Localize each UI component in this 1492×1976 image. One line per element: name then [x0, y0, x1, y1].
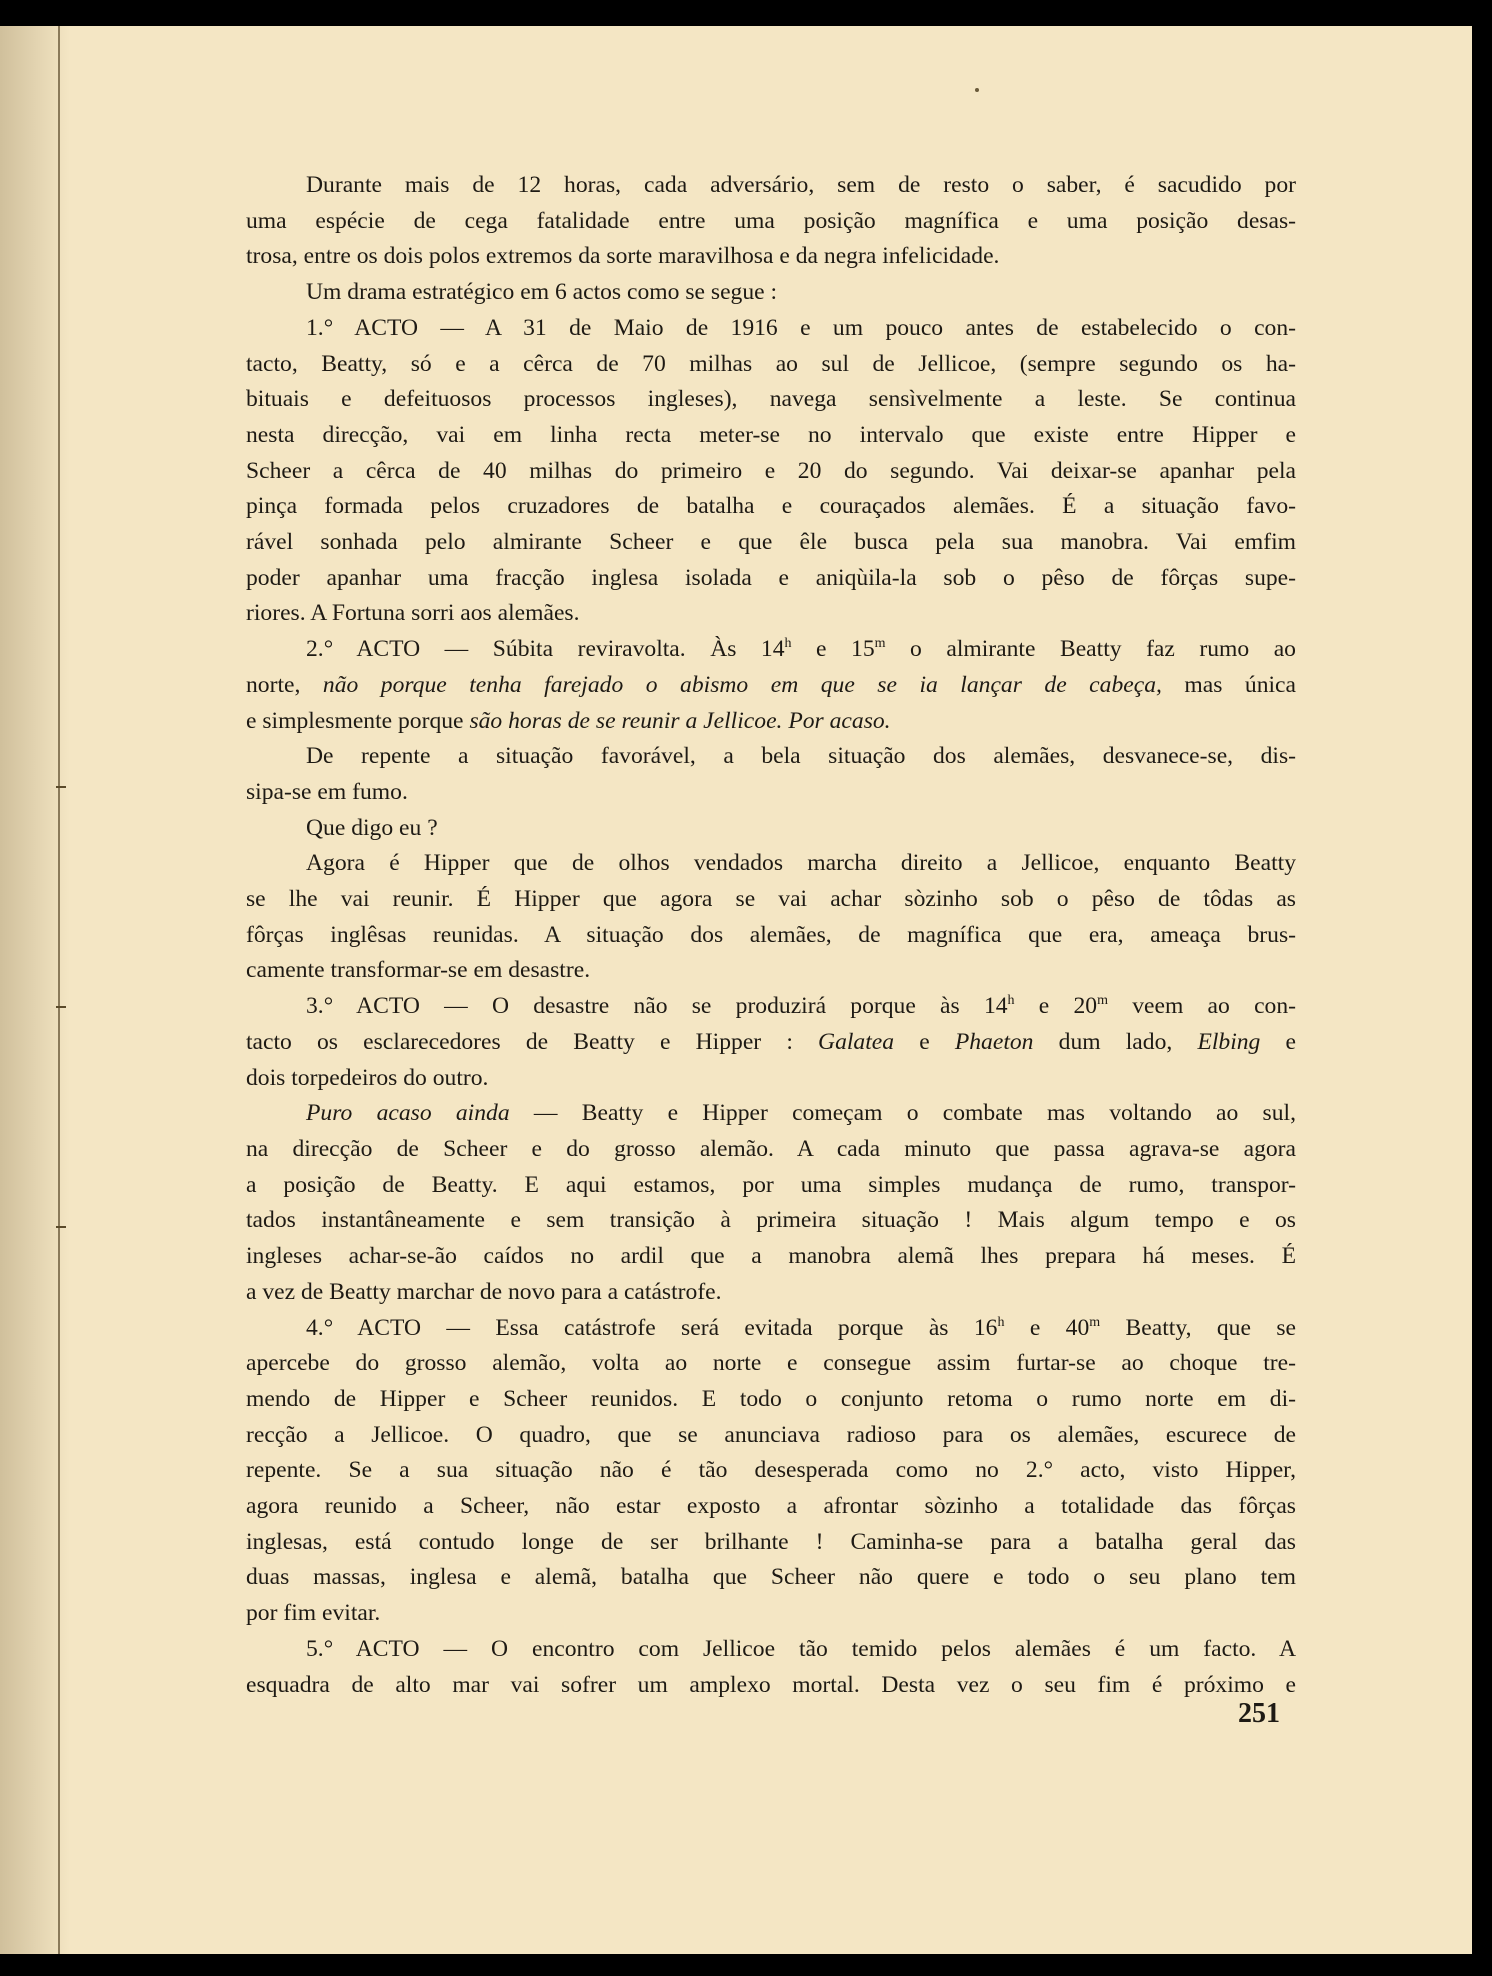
text-run: e	[894, 1028, 955, 1055]
text-line	[246, 1311, 1296, 1347]
text-run: norte,	[246, 671, 323, 698]
text-line: Que digo eu ?	[306, 814, 438, 841]
text-run: e 20	[1014, 993, 1098, 1020]
paragraph-act-5	[246, 1632, 1296, 1703]
text-run: veem ao con-	[1107, 993, 1296, 1020]
text-line: Um drama estratégico em 6 actos como se segue :	[306, 279, 778, 306]
superscript-minute: m	[874, 636, 886, 652]
paragraph-act-2	[246, 632, 1296, 739]
text-line: bituais e defeituosos processos ingleses), navega sensìvelmente a leste. Se continua	[246, 386, 1296, 413]
text-line: se lhe vai reunir. É Hipper que agora se vai achar sòzinho sob o pêso de tôdas as	[246, 886, 1296, 913]
paragraph	[246, 811, 1296, 847]
ship-name: Elbing	[1197, 1028, 1261, 1055]
text-line: fôrças inglêsas reunidas. A situação dos alemães, de magnífica que era, ameaça brus-	[246, 921, 1296, 948]
text-line: 5.° ACTO — O encontro com Jellicoe tão temido pelos alemães é um facto. A	[306, 1635, 1296, 1662]
text-line: dois torpedeiros do outro.	[246, 1064, 489, 1091]
text-run: e 40	[1004, 1314, 1090, 1341]
text-line: Scheer a cêrca de 40 milhas do primeiro e 20 do segundo. Vai deixar-se apanhar pela	[246, 457, 1296, 484]
text-line: apercebe do grosso alemão, volta ao norte e consegue assim furtar-se ao choque tre-	[246, 1350, 1296, 1377]
paragraph	[246, 168, 1296, 275]
text-line: inglesas, está contudo longe de ser brilhante ! Caminha-se para a batalha geral das	[246, 1528, 1296, 1555]
superscript-hour: h	[1007, 993, 1015, 1009]
text-line: repente. Se a sua situação não é tão desesperada como no 2.° acto, visto Hipper,	[246, 1457, 1296, 1484]
text-run: — Beatty e Hipper começam o combate mas voltando ao sul,	[509, 1100, 1296, 1127]
text-line: agora reunido a Scheer, não estar exposto a afrontar sòzinho a totalidade das fôrças	[246, 1493, 1296, 1520]
superscript-minute: m	[1097, 993, 1108, 1009]
paragraph	[246, 1096, 1296, 1310]
text-line: na direcção de Scheer e do grosso alemão. A cada minuto que passa agrava-se agora	[246, 1135, 1296, 1162]
text-run: e	[1260, 1028, 1296, 1055]
paragraph	[246, 275, 1296, 311]
text-line: rável sonhada pelo almirante Scheer e que êle busca pela sua manobra. Vai emfim	[246, 529, 1296, 556]
text-line	[246, 632, 1296, 668]
text-line	[246, 1025, 1296, 1061]
text-line: tacto, Beatty, só e a cêrca de 70 milhas ao sul de Jellicoe, (sempre segundo os ha-	[246, 350, 1296, 377]
binding-mark	[56, 1006, 66, 1008]
paragraph	[246, 739, 1296, 810]
text-line: ingleses achar-se-ão caídos no ardil que a manobra alemã lhes prepara há meses. É	[246, 1243, 1296, 1270]
text-line: nesta direcção, vai em linha recta meter-se no intervalo que existe entre Hipper e	[246, 421, 1296, 448]
text-run: 2.° ACTO — Súbita reviravolta. Às 14	[306, 636, 785, 663]
text-line: 1.° ACTO — A 31 de Maio de 1916 e um pouco antes de estabelecido o con-	[306, 314, 1296, 341]
text-run: 3.° ACTO — O desastre não se produzirá porque às 14	[306, 993, 1008, 1020]
text-line: riores. A Fortuna sorri aos alemães.	[246, 600, 580, 627]
text-line	[246, 668, 1296, 704]
text-line: por fim evitar.	[246, 1600, 381, 1627]
page-number: 251	[1238, 1698, 1280, 1729]
text-line: uma espécie de cega fatalidade entre uma posição magnífica e uma posição desas-	[246, 207, 1296, 234]
text-line: a vez de Beatty marchar de novo para a catástrofe.	[246, 1278, 722, 1305]
text-line: poder apanhar uma fracção inglesa isolada e aniqùila-la sob o pêso de fôrças supe-	[246, 564, 1296, 591]
text-run: e simplesmente porque	[246, 707, 470, 734]
superscript-minute: m	[1089, 1314, 1101, 1330]
paragraph-act-1	[246, 311, 1296, 632]
text-run: Beatty, que se	[1100, 1314, 1296, 1341]
text-line: tados instantâneamente e sem transição à primeira situação ! Mais algum tempo e os	[246, 1207, 1296, 1234]
paragraph-act-4	[246, 1311, 1296, 1632]
text-line: pinça formada pelos cruzadores de batalha e couraçados alemães. É a situação favo-	[246, 493, 1296, 520]
paragraph	[246, 846, 1296, 989]
italic-run: não porque tenha farejado o abismo em que se ia lançar de cabeça,	[322, 671, 1162, 698]
speck	[975, 88, 979, 92]
text-line	[246, 704, 1296, 740]
text-line	[246, 1096, 1296, 1132]
binding-mark	[56, 1226, 66, 1228]
text-line: Durante mais de 12 horas, cada adversário, sem de resto o saber, é sacudido por	[306, 172, 1296, 198]
ship-name: Galatea	[818, 1028, 895, 1055]
text-run: e 15	[791, 636, 875, 663]
text-line	[246, 989, 1296, 1025]
text-line: esquadra de alto mar vai sofrer um amplexo mortal. Desta vez o seu fim é próximo e	[246, 1671, 1296, 1698]
text-run: dum lado,	[1033, 1028, 1198, 1055]
italic-run: Puro acaso ainda	[306, 1100, 510, 1127]
superscript-hour: h	[784, 636, 792, 652]
superscript-hour: h	[997, 1314, 1005, 1330]
binding-edge	[58, 26, 60, 1954]
ship-name: Phaeton	[954, 1028, 1034, 1055]
binding-mark	[56, 786, 66, 788]
text-run: mas única	[1161, 671, 1296, 698]
text-line: duas massas, inglesa e alemã, batalha que Scheer não quere e todo o seu plano tem	[246, 1564, 1296, 1591]
italic-run: são horas de se reunir a Jellicoe. Por acaso.	[469, 707, 891, 734]
text-line: trosa, entre os dois polos extremos da sorte maravilhosa e da negra infelicidade.	[246, 243, 1000, 270]
text-line: Agora é Hipper que de olhos vendados marcha direito a Jellicoe, enquanto Beatty	[306, 850, 1296, 877]
text-run: o almirante Beatty faz rumo ao	[885, 636, 1296, 663]
text-line: sipa-se em fumo.	[246, 778, 408, 805]
text-run: 4.° ACTO — Essa catástrofe será evitada porque às 16	[306, 1314, 998, 1341]
text-line: De repente a situação favorável, a bela situação dos alemães, desvanece-se, dis-	[306, 743, 1296, 770]
text-line: recção a Jellicoe. O quadro, que se anunciava radioso para os alemães, escurece de	[246, 1421, 1296, 1448]
text-run: tacto os esclarecedores de Beatty e Hipper :	[246, 1028, 819, 1055]
body-text	[246, 168, 1296, 1703]
text-line: a posição de Beatty. E aqui estamos, por uma simples mudança de rumo, transpor-	[246, 1171, 1296, 1198]
text-line: mendo de Hipper e Scheer reunidos. E todo o conjunto retoma o rumo norte em di-	[246, 1385, 1296, 1412]
paragraph-act-3	[246, 989, 1296, 1096]
text-line: camente transformar-se em desastre.	[246, 957, 591, 984]
